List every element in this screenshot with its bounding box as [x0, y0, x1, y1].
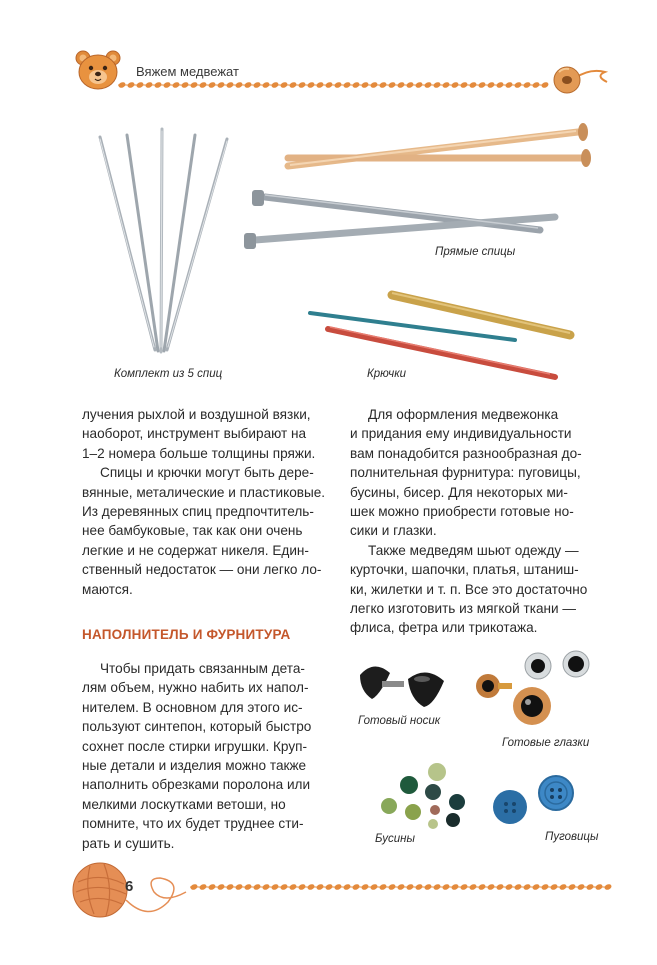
- text-line: легко изготовить из мягкой ткани —: [350, 601, 576, 617]
- running-title: Вяжем медвежат: [136, 64, 239, 79]
- wooden-needles-image: [278, 110, 608, 190]
- left-column-text-2: [82, 659, 332, 853]
- caption-buttons: Пуговицы: [545, 831, 599, 843]
- caption-beads: Бусины: [375, 833, 415, 845]
- text-line: ственный недостаток — они легко ло-: [82, 562, 322, 578]
- text-line: Чтобы придать связанным дета-: [100, 661, 305, 676]
- text-line: шек можно приобрести готовые но-: [350, 504, 574, 520]
- page-number: 6: [125, 878, 134, 895]
- decorative-bead-border-bottom: [190, 880, 610, 894]
- right-column-text: [350, 405, 610, 638]
- text-line: курточки, шапочки, платья, штаниш-: [350, 562, 579, 578]
- left-column-text: [82, 405, 332, 599]
- section-heading: НАПОЛНИТЕЛЬ И ФУРНИТУРА: [82, 627, 291, 642]
- text-line: наполнить обрезками поролона или: [82, 777, 311, 793]
- plastic-needles-image: [240, 185, 570, 255]
- text-line: лям объем, нужно набить их напол-: [82, 680, 309, 696]
- text-line: пользуют синтепон, который быстро: [82, 719, 312, 735]
- decorative-bead-border-top: [118, 78, 588, 92]
- buttons-image: [492, 775, 582, 835]
- text-line: Спицы и крючки могут быть дере-: [100, 465, 314, 481]
- text-line: помните, что их будет труднее сти-: [82, 816, 304, 832]
- caption-needle-set: Комплект из 5 спиц: [114, 368, 223, 380]
- text-line: бусины, бисер. Для некоторых ми-: [350, 484, 568, 500]
- text-line: нителем. В основном для этого ис-: [82, 699, 303, 715]
- text-line: флиса, фетра или трикотажа.: [350, 620, 538, 636]
- eyes-image: [470, 648, 600, 738]
- text-line: ные детали и изделия можно также: [82, 758, 307, 774]
- nose-image: [352, 655, 462, 715]
- text-line: вам понадобится разнообразная до-: [350, 445, 582, 461]
- text-line: ки, жилетки и т. п. Все это достаточно: [350, 581, 588, 597]
- text-line: нее бамбуковые, так как они очень: [82, 523, 303, 539]
- text-line: Для оформления медвежонка: [368, 407, 559, 422]
- text-line: и придания ему индивидуальности: [350, 426, 572, 442]
- caption-nose: Готовый носик: [358, 715, 441, 727]
- text-line: 1–2 номера больше толщины пряжи.: [82, 445, 316, 461]
- caption-eyes: Готовые глазки: [502, 737, 590, 749]
- text-line: сики и глазки.: [350, 523, 437, 539]
- text-line: рать и сушить.: [82, 835, 175, 851]
- caption-hooks: Крючки: [367, 368, 407, 380]
- text-line: лучения рыхлой и воздушной вязки,: [82, 407, 311, 422]
- crochet-hooks-image: [300, 285, 590, 385]
- caption-straight-needles: Прямые спицы: [435, 246, 516, 258]
- text-line: вянные, металические и пластиковые.: [82, 484, 326, 500]
- needle-set-image: [90, 125, 250, 365]
- beads-image: [375, 758, 485, 833]
- text-line: маются.: [82, 581, 133, 597]
- bear-face-icon: [74, 48, 122, 92]
- text-line: сохнет после стирки игрушки. Круп-: [82, 738, 308, 754]
- text-line: наоборот, инструмент выбирают на: [82, 426, 307, 442]
- text-line: легкие и не содержат никеля. Един-: [82, 542, 309, 558]
- wooden-bead-icon: [545, 60, 615, 100]
- text-line: Из деревянных спиц предпочтитель-: [82, 504, 314, 520]
- text-line: Также медведям шьют одежду —: [368, 542, 579, 558]
- text-line: мелкими лоскутками ветоши, но: [82, 796, 286, 812]
- text-line: полнительная фурнитура: пуговицы,: [350, 465, 581, 481]
